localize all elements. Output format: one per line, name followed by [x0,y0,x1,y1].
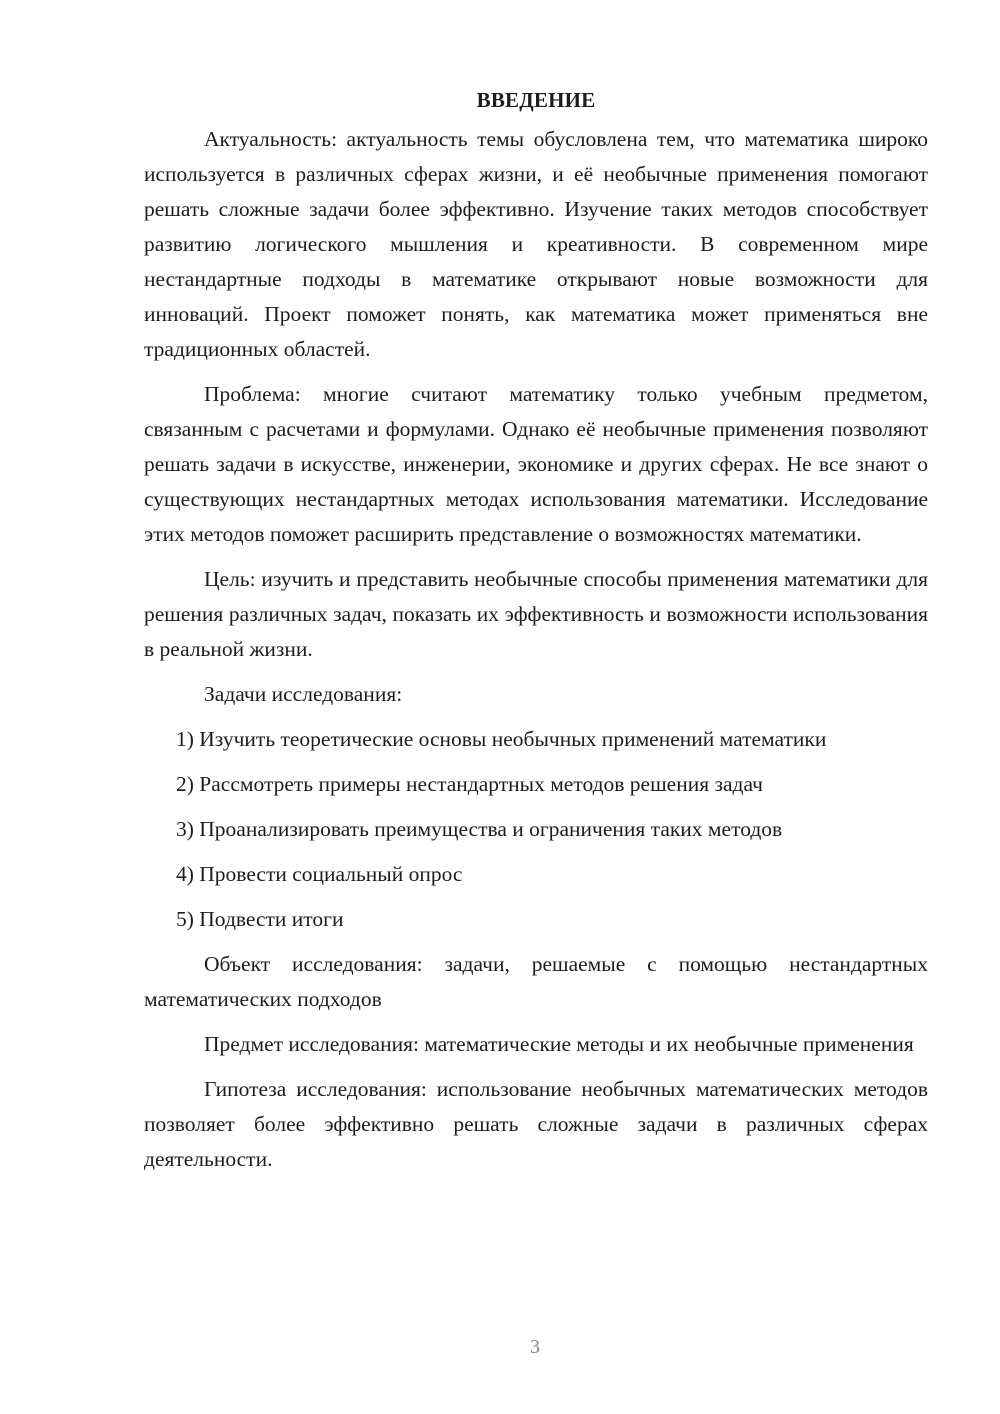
list-item: 5) Подвести итоги [176,907,344,931]
paragraph-object: Объект исследования: задачи, решаемые с помощью нестандартных математических подходов [144,952,928,1011]
paragraph-hypothesis: Гипотеза исследования: использование необычных математических методов позволяет более эффективно решать сложные задачи в различных сферах деятельности. [144,1077,928,1171]
list-item: 2) Рассмотреть примеры нестандартных методов решения задач [176,772,763,796]
tasks-list [144,722,928,937]
section-title: ВВЕДЕНИЕ [476,88,596,112]
list-item: 1) Изучить теоретические основы необычных применений математики [176,727,827,751]
list-item: 3) Проанализировать преимущества и ограничения таких методов [176,817,783,841]
paragraph-tasks-heading: Задачи исследования: [204,682,403,706]
page-number: 3 [530,1336,540,1358]
paragraph-problem: Проблема: многие считают математику только учебным предметом, связанным с расчетами и формулами. Однако её необычные применения позволяют решать задачи в искусстве, инженерии, экономике и других сферах. Не все знают о существующих нестандартных методах использования математики. Исследование этих методов поможет расширить представление о возможностях математики. [144,382,928,546]
paragraph-goal: Цель: изучить и представить необычные способы применения математики для решения различных задач, показать их эффективность и возможности использования в реальной жизни. [144,567,928,661]
paragraph-subject: Предмет исследования: математические методы и их необычные применения [204,1032,914,1056]
list-item: 4) Провести социальный опрос [176,862,463,886]
page-content [144,88,928,1187]
paragraph-relevance: Актуальность: актуальность темы обусловлена тем, что математика широко используется в различных сферах жизни, и её необычные применения помогают решать сложные задачи более эффективно. Изучение таких методов способствует развитию логического мышления и креативности. В современном мире нестандартные подходы в математике открывают новые возможности для инноваций. Проект поможет понять, как математика может применяться вне традиционных областей. [144,127,928,361]
